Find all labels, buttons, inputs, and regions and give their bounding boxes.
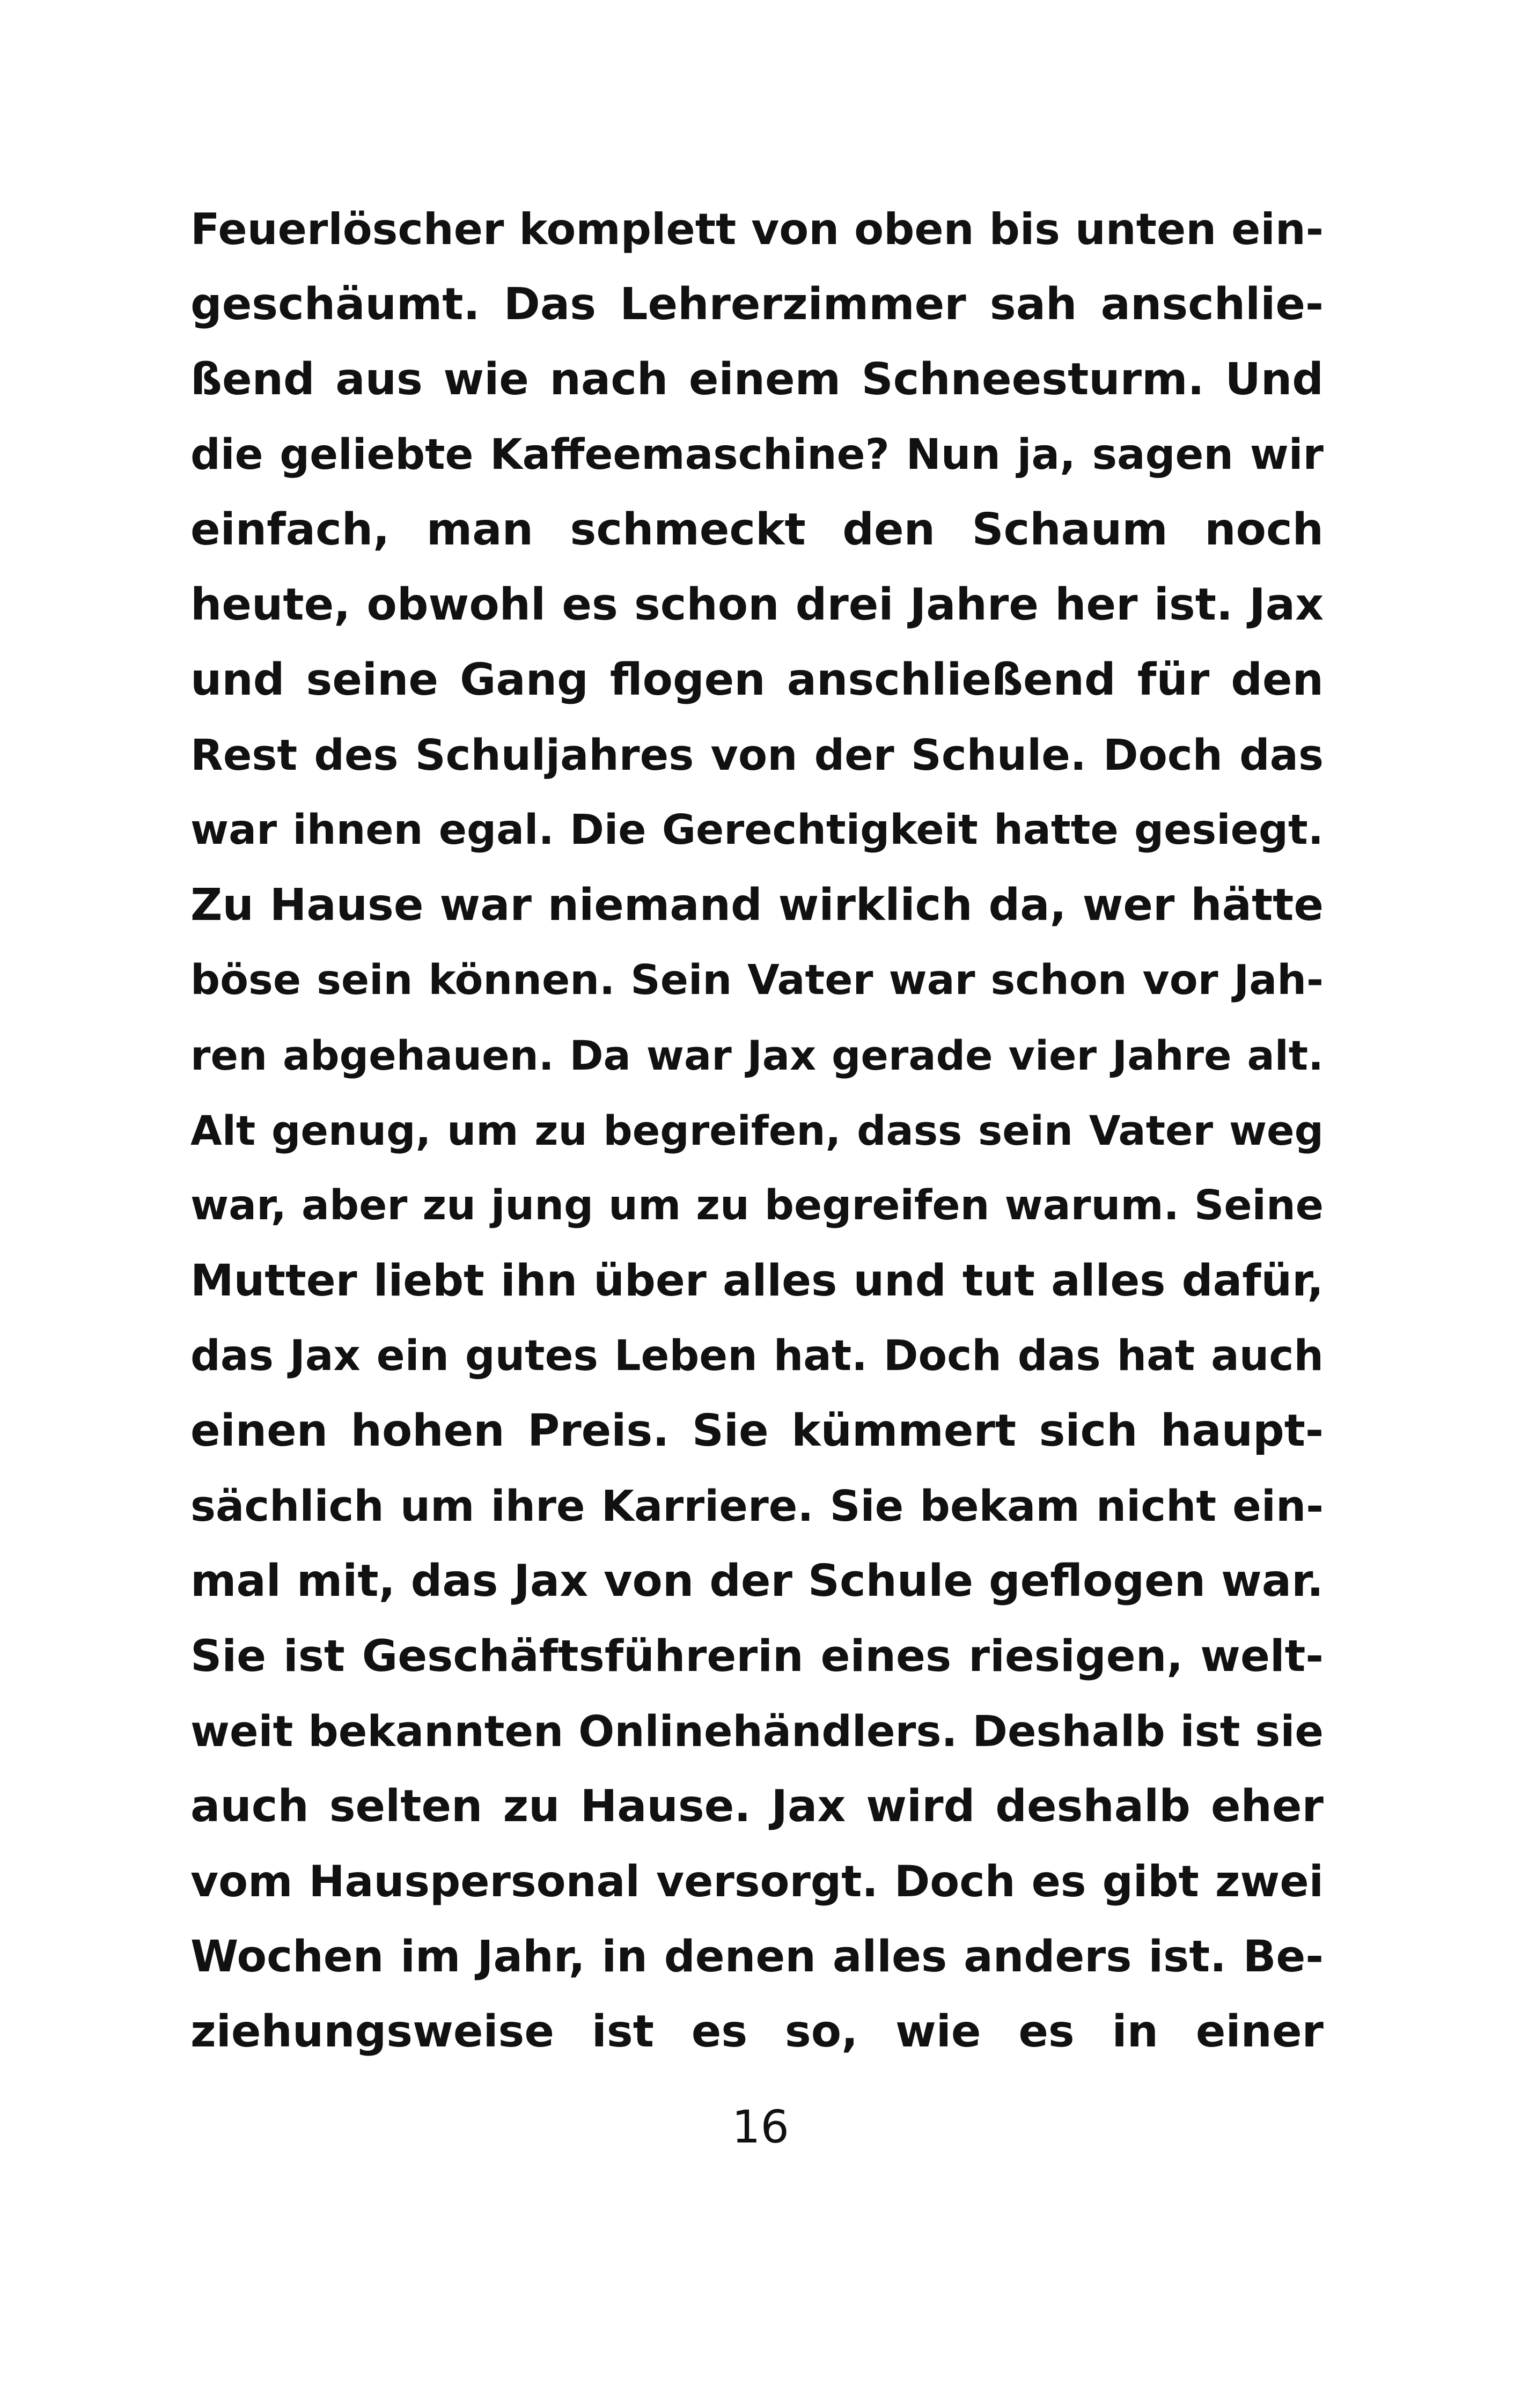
- text-line: war, aber zu jung um zu begreifen warum. Seine: [190, 1182, 1324, 1229]
- text-line: Mutter liebt ihn über alles und tut alles dafür,: [190, 1256, 1324, 1306]
- text-line: ren abgehauen. Da war Jax gerade vier Jahre alt.: [190, 1032, 1324, 1079]
- page-number: 16: [732, 2101, 789, 2153]
- text-line: sächlich um ihre Karriere. Sie bekam nicht ein-: [190, 1482, 1324, 1531]
- text-line: einfach, man schmeckt den Schaum noch: [190, 504, 1324, 555]
- text-line: geschäumt. Das Lehrerzimmer sah anschlie-: [190, 279, 1324, 330]
- text-line: ßend aus wie nach einem Schneesturm. Und: [190, 354, 1324, 405]
- text-line: einen hohen Preis. Sie kümmert sich haupt-: [190, 1405, 1324, 1456]
- text-line: die geliebte Kaffeemaschine? Nun ja, sagen wir: [190, 431, 1324, 479]
- text-line: das Jax ein gutes Leben hat. Doch das hat auch: [190, 1332, 1324, 1380]
- text-line: ziehungsweise ist es so, wie es in einer: [190, 2006, 1324, 2057]
- text-line: mal mit, das Jax von der Schule geflogen war.: [190, 1556, 1324, 1607]
- text-line: war ihnen egal. Die Gerechtigkeit hatte gesiegt.: [190, 806, 1324, 854]
- text-line: Alt genug, um zu begreifen, dass sein Vater weg: [190, 1107, 1324, 1154]
- text-line: vom Hauspersonal versorgt. Doch es gibt zwei: [190, 1857, 1324, 1906]
- text-line: Feuerlöscher komplett von oben bis unten ein-: [190, 204, 1324, 254]
- text-line: auch selten zu Hause. Jax wird deshalb eher: [190, 1781, 1324, 1832]
- text-line: weit bekannten Onlinehändlers. Deshalb ist sie: [190, 1707, 1324, 1756]
- text-line: und seine Gang flogen anschließend für den: [190, 654, 1324, 705]
- text-line: Wochen im Jahr, in denen alles anders ist. Be-: [190, 1932, 1324, 1982]
- body-text: [190, 192, 1324, 2070]
- text-line: böse sein können. Sein Vater war schon vor Jah-: [190, 956, 1324, 1004]
- text-line: Sie ist Geschäftsführerin eines riesigen, welt-: [190, 1631, 1324, 1682]
- text-line: Rest des Schuljahres von der Schule. Doch das: [190, 731, 1324, 780]
- text-line: Zu Hause war niemand wirklich da, wer hätte: [190, 880, 1324, 931]
- text-line: heute, obwohl es schon drei Jahre her ist. Jax: [190, 579, 1324, 630]
